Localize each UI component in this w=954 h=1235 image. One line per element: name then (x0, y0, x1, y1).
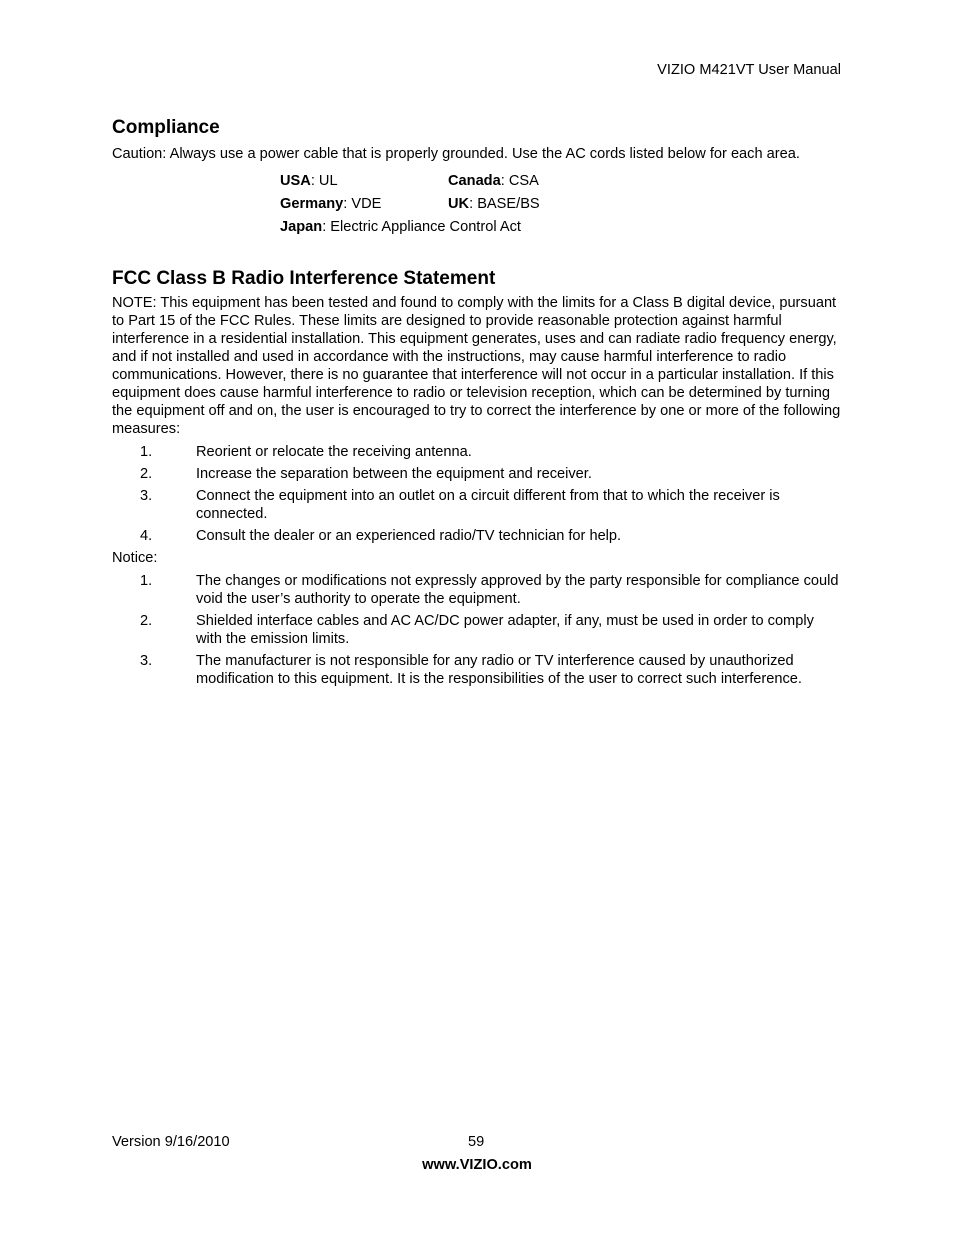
page-number: 59 (468, 1134, 485, 1150)
cord-usa: USA: UL (280, 172, 338, 189)
list-item: 3. The manufacturer is not responsible for any radio or TV interference caused by unauthorized modification to this equipment. It is the responsibilities of the user to correct such interference. (140, 653, 802, 687)
list-item: 2. Shielded interface cables and AC AC/DC power adapter, if any, must be used in order to comply with the emission limits. (140, 613, 814, 647)
fcc-heading: FCC Class B Radio Interference Statement (112, 268, 496, 289)
cord-row (280, 169, 842, 192)
version-label: Version 9/16/2010 (112, 1134, 230, 1150)
caution-paragraph: Caution: Always use a power cable that is properly grounded. Use the AC cords listed below for each area. (112, 146, 800, 162)
measures-list (112, 443, 842, 545)
cord-row (280, 215, 842, 238)
ac-cords-table (280, 169, 842, 238)
page-content (112, 117, 842, 692)
list-item: 3. Connect the equipment into an outlet on a circuit different from that to which the receiver is connected. (140, 488, 780, 522)
cord-japan: Japan: Electric Appliance Control Act (280, 218, 521, 235)
notice-label: Notice: (112, 550, 158, 566)
notices-list (112, 572, 842, 688)
cord-canada: Canada: CSA (448, 172, 539, 189)
list-item: 1. The changes or modifications not expressly approved by the party responsible for compliance could void the user’s authority to operate the equipment. (140, 573, 839, 607)
website-url: www.VIZIO.com (422, 1157, 532, 1173)
cord-germany: Germany: VDE (280, 195, 382, 212)
manual-title: VIZIO M421VT User Manual (657, 62, 841, 78)
cord-row (280, 192, 842, 215)
cord-uk: UK: BASE/BS (448, 195, 540, 212)
list-item: 1. Reorient or relocate the receiving antenna. (140, 444, 472, 460)
list-item: 2. Increase the separation between the equipment and receiver. (140, 466, 592, 482)
compliance-heading: Compliance (112, 117, 220, 138)
list-item: 4. Consult the dealer or an experienced radio/TV technician for help. (140, 528, 622, 544)
fcc-note-paragraph: NOTE: This equipment has been tested and found to comply with the limits for a Class B digital device, pursuant to Part 15 of the FCC Rules. These limits are designed to provide reasonable protection against harmful interference in a residential installation. This equipment generates, uses and can radiate radio frequency energy, and if not installed and used in accordance with the instructions, may cause harmful interference to radio communications. However, there is no guarantee that interference will not occur in a particular installation. If this equipment does cause harmful interference to radio or television reception, which can be determined by turning the equipment off and on, the user is encouraged to try to correct the interference by one or more of the following measures: (112, 295, 841, 437)
